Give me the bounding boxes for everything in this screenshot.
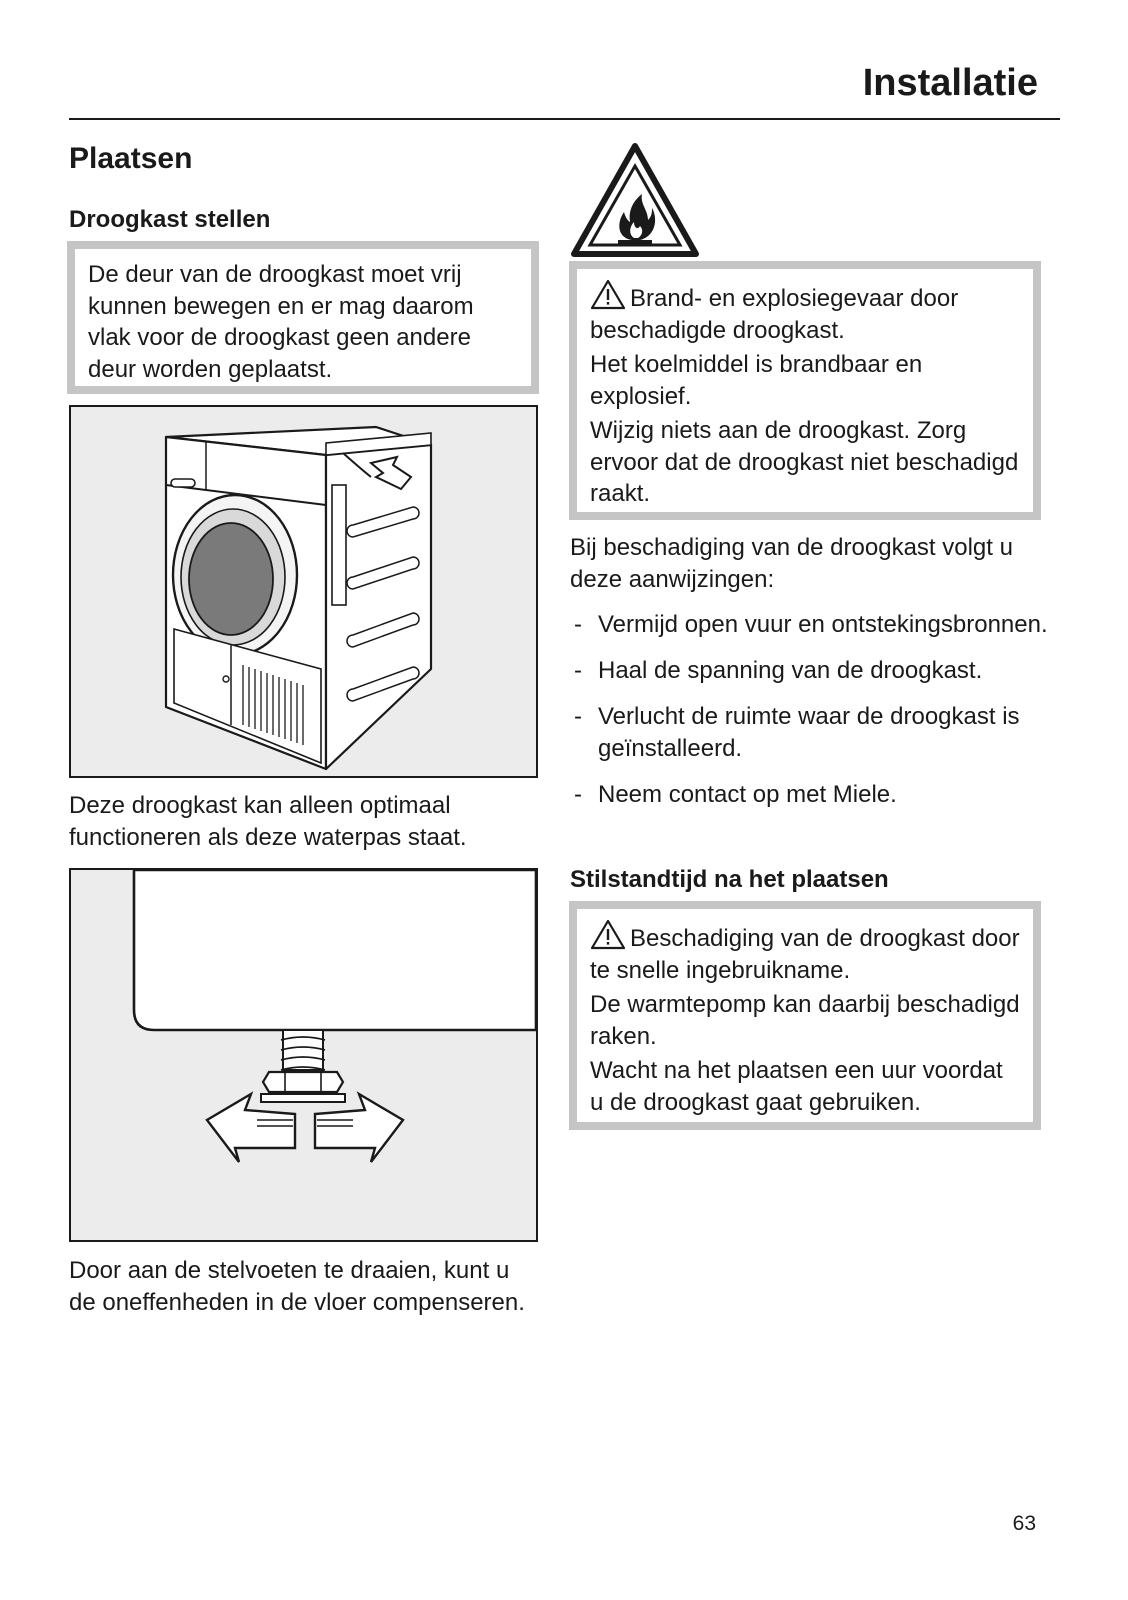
page-title: Plaatsen (69, 142, 193, 175)
note-box-door (67, 241, 539, 394)
dash-marker: - (574, 780, 582, 808)
fire-warning-line3: Wijzig niets aan de droogkast. Zorg ervoor dat de droogkast niet beschadigd raakt. (590, 417, 1019, 507)
dash-marker: - (574, 611, 582, 638)
damage-warning-title-line (590, 919, 1020, 986)
list-item: - Haal de spanning van de droogkast. (570, 655, 1048, 687)
fire-warning-box (569, 261, 1041, 520)
subheading-stilstandtijd: Stilstandtijd na het plaatsen (570, 866, 889, 893)
dash-marker: - (574, 703, 582, 730)
dryer-illustration (69, 405, 538, 778)
subheading-droogkast-stellen: Droogkast stellen (69, 206, 271, 233)
note-door-text: De deur van de droogkast moet vrij kunnen bewegen en er mag daarom vlak voor de droogkast geen andere deur worden geplaatst. (88, 261, 474, 383)
list-item: - Verlucht de ruimte waar de droogkast is geïnstalleerd. (574, 703, 1020, 762)
damage-warning-line3: Wacht na het plaatsen een uur voordat u de droogkast gaat gebruiken. (590, 1057, 1003, 1116)
warning-triangle-icon (590, 919, 626, 950)
fire-warning-title: Brand- en explosiegevaar door beschadigde droogkast. (590, 285, 959, 344)
feet-text: Door aan de stelvoeten te draaien, kunt u de oneffenheden in de vloer compenseren. (69, 1257, 525, 1316)
fire-warning-title-line (590, 279, 1020, 346)
list-item: - Vermijd open vuur en ontstekingsbronnen. (570, 609, 1048, 641)
adjustable-foot-illustration (69, 868, 538, 1242)
damage-warning-box (569, 901, 1041, 1130)
damage-warning-title: Beschadiging van de droogkast door te snelle ingebruikname. (590, 925, 1020, 984)
instructions-list (570, 609, 1048, 825)
list-item: - Neem contact op met Miele. (570, 779, 1048, 811)
section-title: Installatie (862, 62, 1038, 104)
instructions-intro: Bij beschadiging van de droogkast volgt u deze aanwijzingen: (570, 534, 1013, 593)
header-rule (69, 118, 1060, 120)
fire-warning-line2: Het koelmiddel is brandbaar en explosief. (590, 351, 923, 410)
damage-warning-line2: De warmtepomp kan daarbij beschadigd raken. (590, 991, 1020, 1050)
page-number: 63 (1012, 1512, 1036, 1535)
flammable-warning-icon (570, 142, 700, 258)
level-text: Deze droogkast kan alleen optimaal functioneren als deze waterpas staat. (69, 792, 467, 851)
warning-triangle-icon (590, 279, 626, 310)
dash-marker: - (574, 657, 582, 684)
